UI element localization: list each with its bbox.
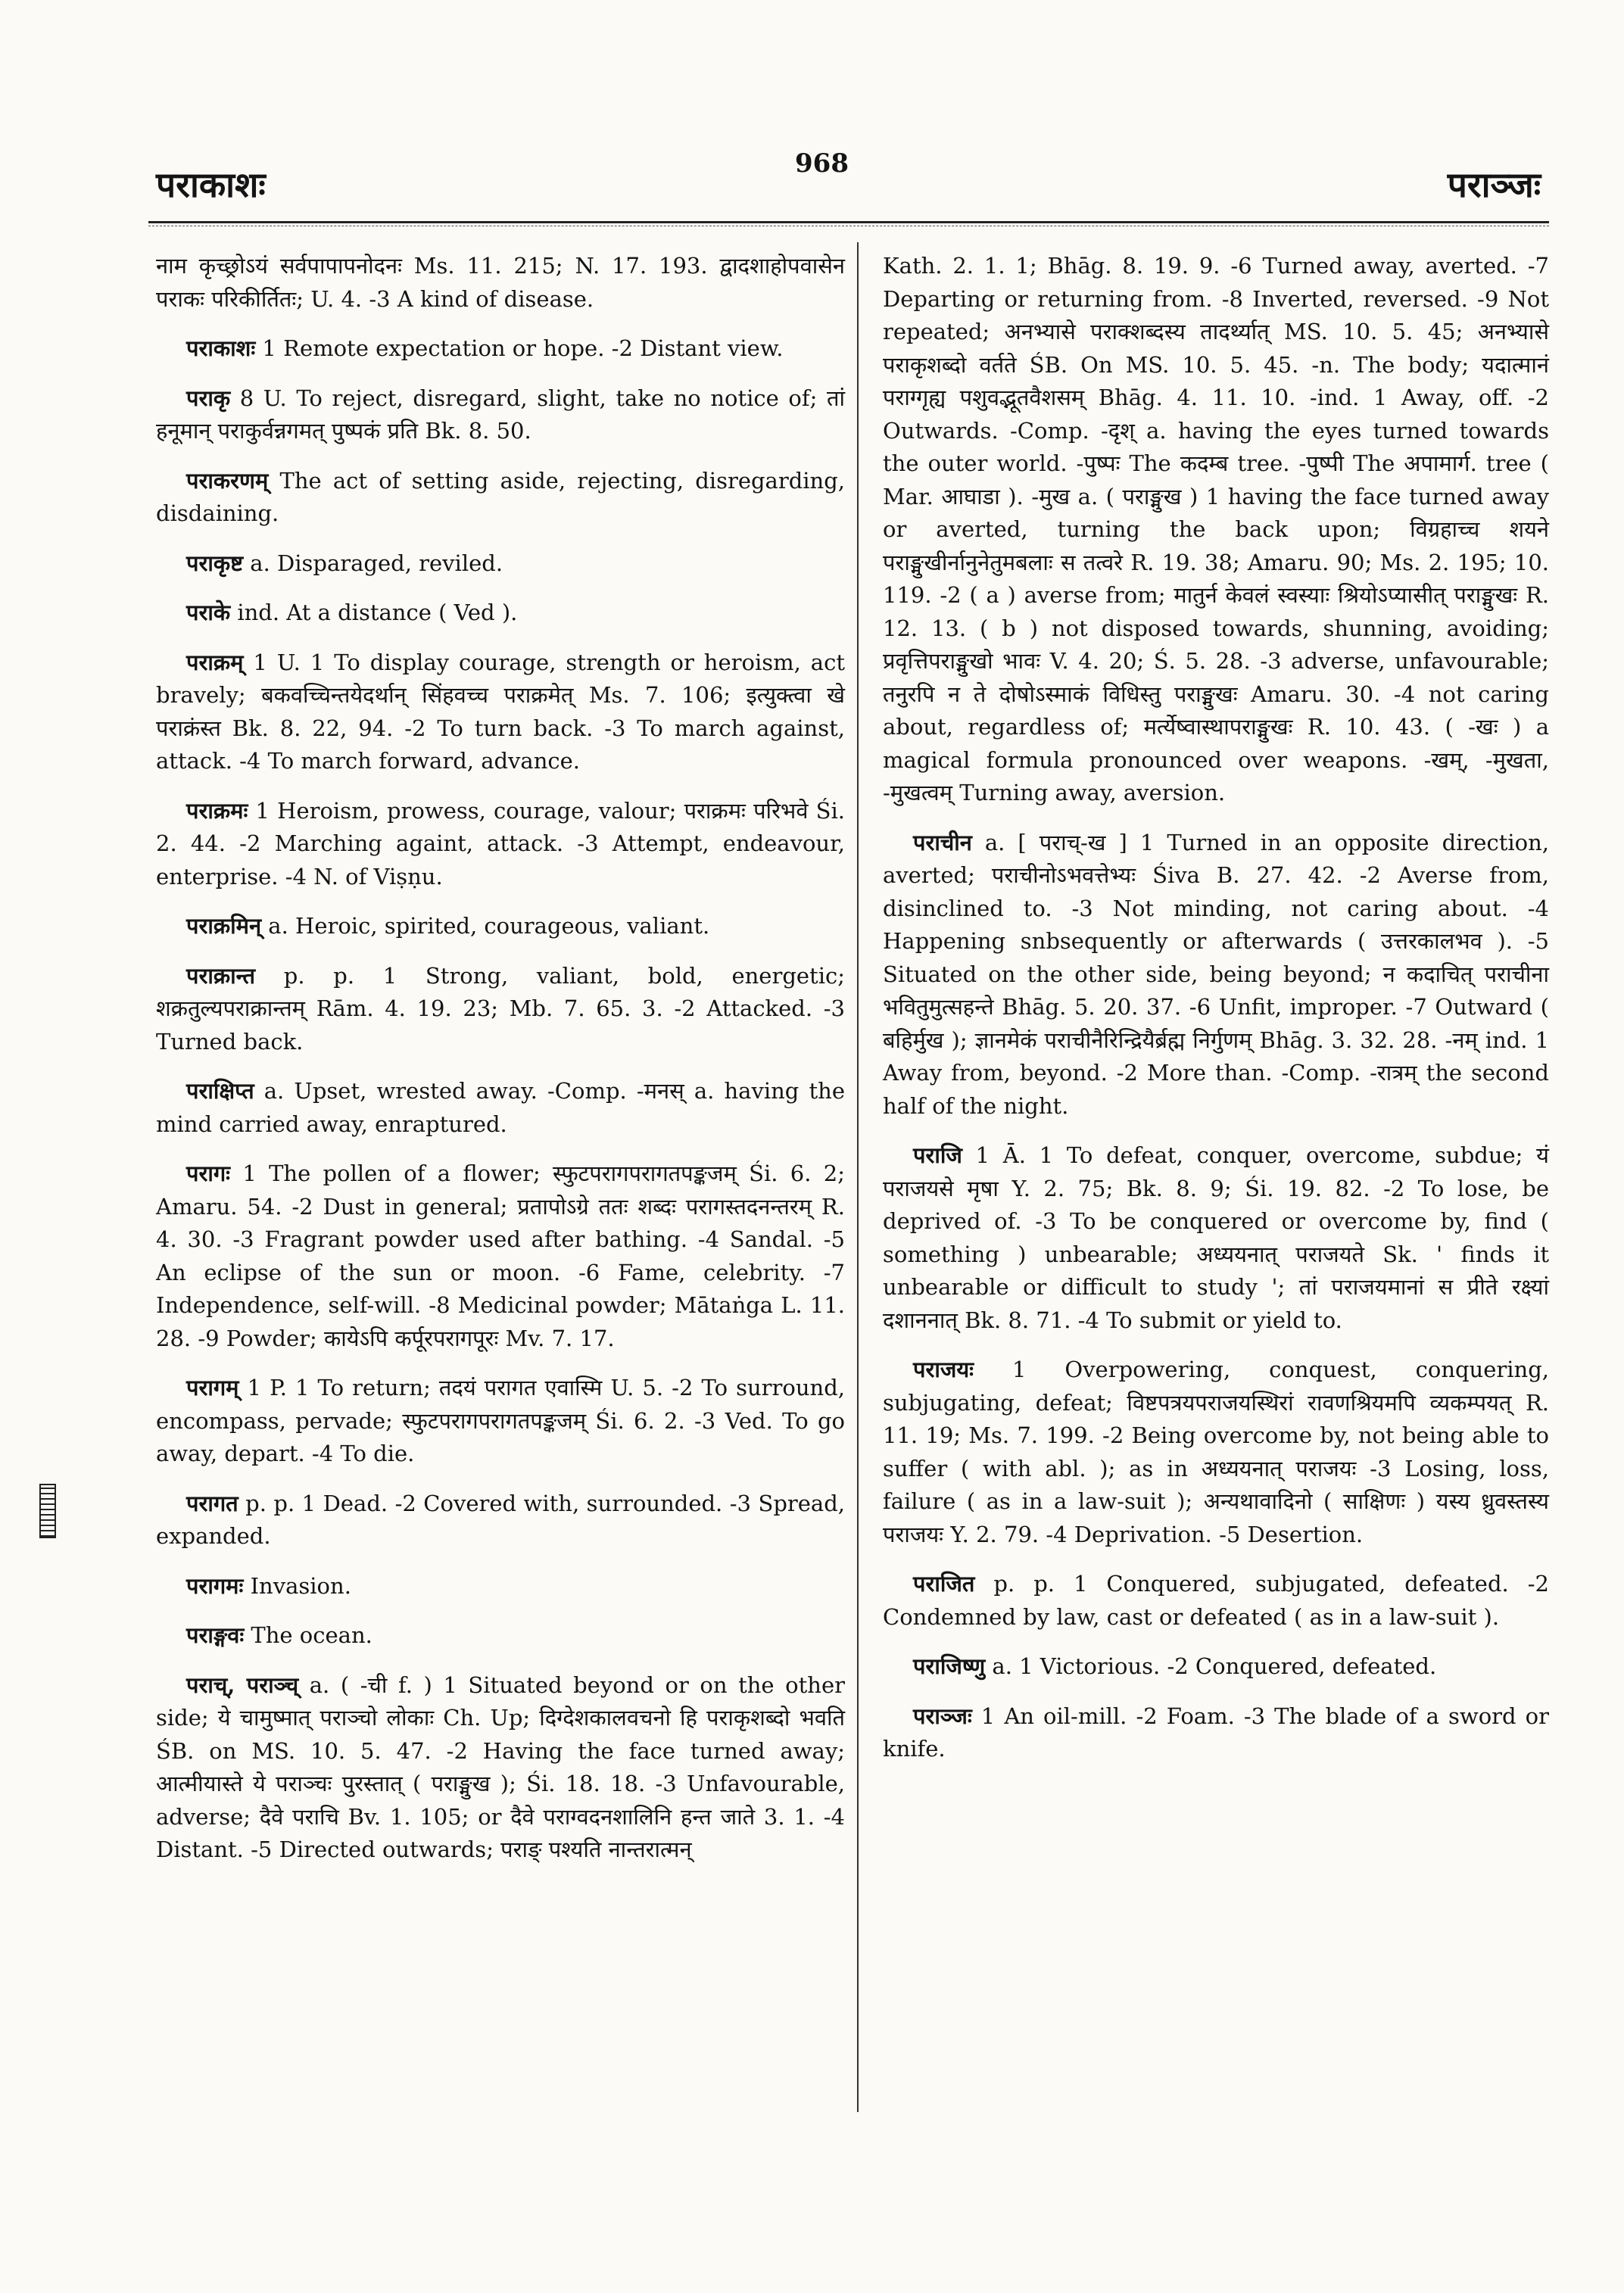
entry-definition: 1 P. 1 To return; तदयं परागत एवास्मि U. 5. -2 To surround, encompass, pervade; स्फुटपरागपरागतपङ्कजम् Śi. 6. 2. -3 Ved. To go away, depart. -4 To die. bbox=[156, 1375, 845, 1466]
dictionary-entry bbox=[156, 646, 845, 778]
dictionary-entry bbox=[883, 1139, 1549, 1337]
column-divider bbox=[857, 242, 859, 2112]
entry-definition: नाम कृच्छ्रोऽयं सर्वपापापनोदनः Ms. 11. 215; N. 17. 193. द्वादशाहोपवासेन पराकः परिकीर्तितः; U. 4. -3 A kind of disease. bbox=[156, 253, 845, 312]
entry-definition: 1 An oil-mill. -2 Foam. -3 The blade of a sword or knife. bbox=[883, 1703, 1549, 1762]
entry-definition: 1 Heroism, prowess, courage, valour; पराक्रमः परिभवे Śi. 2. 44. -2 Marching againt, attack. -3 Attempt, endeavour, enterprise. -4 N. of Viṣṇu. bbox=[156, 797, 845, 889]
right-guideword: पराञ्जः bbox=[1447, 164, 1541, 205]
entry-definition: a. Disparaged, reviled. bbox=[243, 550, 503, 576]
dictionary-entry bbox=[883, 1354, 1549, 1551]
dictionary-entry bbox=[883, 250, 1549, 810]
entry-definition: p. p. 1 Dead. -2 Covered with, surrounded. -3 Spread, expanded. bbox=[156, 1490, 845, 1549]
dictionary-entry bbox=[883, 1650, 1549, 1684]
dictionary-entry bbox=[156, 547, 845, 581]
entry-definition: a. Heroic, spirited, courageous, valiant. bbox=[261, 913, 710, 939]
dictionary-entry bbox=[156, 960, 845, 1059]
dictionary-entry bbox=[883, 827, 1549, 1123]
header-rule bbox=[148, 221, 1549, 223]
dictionary-entry bbox=[156, 1372, 845, 1471]
entry-headword: पराकृष्ट bbox=[186, 550, 244, 576]
dictionary-entry bbox=[156, 1075, 845, 1141]
dictionary-entry bbox=[156, 465, 845, 531]
left-column bbox=[156, 250, 845, 1883]
entry-headword: पराचीन bbox=[913, 829, 972, 855]
dictionary-entry bbox=[156, 1619, 845, 1653]
dictionary-entry bbox=[156, 795, 845, 894]
entry-definition: a. ( -ची f. ) 1 Situated beyond or on the other side; ये चामुष्मात् पराञ्चो लोकाः Ch. Up; दिग्देशकालवचनो हि पराकृशब्दो भवति ŚB. on MS. 10. 5. 47. -2 Having the face turned away; आत्मीयास्ते ये पराञ्चः पुरस्तात् ( पराङ्मुख ); Śi. 18. 18. -3 Unfavourable, adverse; दैवे पराचि Bv. 1. 105; or दैवे पराग्वदनशालिनि हन्त जाते 3. 1. -4 Distant. -5 Directed outwards; पराङ् पश्यति नान्तरात्मन् bbox=[156, 1671, 845, 1862]
dictionary-entry bbox=[156, 1570, 845, 1603]
dictionary-entry bbox=[883, 1700, 1549, 1766]
entry-definition: 1 The pollen of a flower; स्फुटपरागपरागतपङ्कजम् Śi. 6. 2; Amaru. 54. -2 Dust in general; प्रतापोऽग्रे ततः शब्दः परागस्तदनन्तरम् R. 4. 30. -3 Fragrant powder used after bathing. -4 Sandal. -5 An eclipse of the sun or moon. -6 Fame, celebrity. -7 Independence, self-will. -8 Medicinal powder; Mātaṅga L. 11. 28. -9 Powder; कायेऽपि कर्पूरपरागपूरः Mv. 7. 17. bbox=[156, 1161, 845, 1351]
dictionary-entry bbox=[156, 910, 845, 943]
entry-definition: Kath. 2. 1. 1; Bhāg. 8. 19. 9. -6 Turned away, averted. -7 Departing or returning from. -8 Inverted, reversed. -9 Not repeated; अनभ्यासे पराक्शब्दस्य तादर्थ्यात् MS. 10. 5. 45; अनभ्यासे पराकृशब्दो वर्तते ŚB. On MS. 10. 5. 45. -n. The body; यदात्मानं पराग्गृह्य पशुवद्भूतवैशसम् Bhāg. 4. 11. 10. -ind. 1 Away, off. -2 Outwards. -Comp. -दृश् a. having the eyes turned towards the outer world. -पुष्पः The कदम्ब tree. -पुष्पी The अपामार्ग. tree ( Mar. आघाडा ). -मुख a. ( पराङ्मुख ) 1 having the face turned away or averted, turning the back upon; विग्रहाच्च शयने पराङ्मुखीर्नानुनेतुमबलाः स तत्वरे R. 19. 38; Amaru. 90; Ms. 2. 195; 10. 119. -2 ( a ) averse from; मातुर्न केवलं स्वस्याः श्रियोऽप्यासीत् पराङ्मुखः R. 12. 13. ( b ) not disposed towards, shunning, avoiding; प्रवृत्तिपराङ्मुखो भावः V. 4. 20; Ś. 5. 28. -3 adverse, unfavourable; तनुरपि न ते दोषोऽस्माकं विधिस्तु पराङ्मुखः Amaru. 30. -4 not caring about, regardless of; मर्त्येष्वास्थापराङ्मुखः R. 10. 43. ( -खः ) a magical formula pronounced over weapons. -खम्, -मुखता, -मुखत्वम् Turning away, aversion. bbox=[883, 253, 1549, 805]
entry-definition: a. Upset, wrested away. -Comp. -मनस् a. having the mind carried away, enraptured. bbox=[156, 1078, 845, 1137]
page-number: 968 bbox=[795, 148, 849, 179]
margin-binding-mark bbox=[39, 1484, 56, 1538]
entry-headword: परागः bbox=[186, 1161, 231, 1186]
entry-headword: पराजिष्णु bbox=[913, 1653, 986, 1679]
entry-headword: पराच्, पराञ्च् bbox=[186, 1671, 299, 1698]
entry-definition: p. p. 1 Strong, valiant, bold, energetic; शक्रतुल्यपराक्रान्तम् Rām. 4. 19. 23; Mb. 7. 65. 3. -2 Attacked. -3 Turned back. bbox=[156, 962, 845, 1055]
entry-headword: पराक्रमः bbox=[186, 797, 248, 824]
dictionary-entry bbox=[883, 1568, 1549, 1634]
entry-definition: p. p. 1 Conquered, subjugated, defeated. -2 Condemned by law, cast or defeated ( as in a law-suit ). bbox=[883, 1571, 1549, 1630]
dictionary-entry bbox=[156, 1669, 845, 1867]
entry-definition: 1 U. 1 To display courage, strength or heroism, act bravely; बकवच्चिन्तयेदर्थान् सिंहवच्च पराक्रमेत् Ms. 7. 106; इत्युक्त्वा खे पराक्रंस्त Bk. 8. 22, 94. -2 To turn back. -3 To march against, attack. -4 To march forward, advance. bbox=[156, 649, 845, 774]
entry-headword: परागमः bbox=[186, 1572, 244, 1599]
entry-definition: The ocean. bbox=[244, 1622, 372, 1648]
entry-headword: पराक्रमिन् bbox=[186, 913, 262, 939]
entry-definition: 1 Ā. 1 To defeat, conquer, overcome, subdue; यं पराजयसे मृषा Y. 2. 75; Bk. 8. 9; Śi. 19. 82. -2 To lose, be deprived of. -3 To be conquered or overcome by, find ( something ) unbearable; अध्ययनात् पराजयते Sk. ' finds it unbearable or difficult to study '; तां पराजयमानां स प्रीते रक्ष्यां दशाननात् Bk. 8. 71. -4 To submit or yield to. bbox=[883, 1142, 1549, 1333]
entry-definition: a. [ पराच्-ख ] 1 Turned in an opposite direction, averted; पराचीनोऽभवत्तेभ्यः Śiva B. 27. 42. -2 Averse from, disinclined to. -3 Not minding, not caring about. -4 Happening snbsequently or afterwards ( उत्तरकालभव ). -5 Situated on the other side, being beyond; न कदाचित् पराचीना भवितुमुत्सहन्ते Bhāg. 5. 20. 37. -6 Unfit, improper. -7 Outward ( बहिर्मुख ); ज्ञानमेकं पराचीनैरिन्द्रियैर्ब्रह्म निर्गुणम् Bhāg. 3. 32. 28. -नम् ind. 1 Away from, beyond. -2 More than. -Comp. -रात्रम् the second half of the night. bbox=[883, 829, 1549, 1119]
dictionary-entry bbox=[156, 1488, 845, 1553]
dictionary-entry bbox=[156, 332, 845, 366]
entry-headword: पराके bbox=[186, 600, 231, 625]
entry-headword: पराकृ bbox=[186, 385, 231, 411]
entry-headword: पराकाशः bbox=[186, 335, 256, 361]
dictionary-entry bbox=[156, 1157, 845, 1355]
entry-headword: पराकरणम् bbox=[186, 467, 269, 494]
entry-headword: पराजित bbox=[913, 1571, 975, 1597]
entry-headword: परागत bbox=[186, 1490, 238, 1516]
entry-definition: ind. At a distance ( Ved ). bbox=[230, 600, 518, 625]
dictionary-entry bbox=[156, 250, 845, 316]
dictionary-entry bbox=[156, 597, 845, 630]
entry-definition: a. 1 Victorious. -2 Conquered, defeated. bbox=[985, 1653, 1437, 1679]
entry-definition: Invasion. bbox=[243, 1572, 351, 1599]
entry-headword: पराङ्गवः bbox=[186, 1622, 245, 1648]
entry-headword: पराजयः bbox=[913, 1357, 974, 1382]
dictionary-entry bbox=[156, 382, 845, 448]
entry-headword: पराक्रम् bbox=[186, 649, 244, 675]
entry-definition: 1 Remote expectation or hope. -2 Distant view. bbox=[255, 335, 784, 361]
right-column bbox=[883, 250, 1549, 1783]
entry-definition: 8 U. To reject, disregard, slight, take no notice of; तां हनूमान् पराकुर्वन्नगमत् पुष्पकं प्रति Bk. 8. 50. bbox=[156, 385, 845, 444]
entry-headword: पराक्षिप्त bbox=[186, 1078, 254, 1104]
page-header bbox=[0, 148, 1624, 209]
left-guideword: पराकाशः bbox=[156, 164, 266, 205]
entry-definition: 1 Overpowering, conquest, conquering, subjugating, defeat; विष्टपत्रयपराजयस्थिरां रावणश्रियमपि व्यकम्पयत् R. 11. 19; Ms. 7. 199. -2 Being overcome by, not being able to suffer ( with abl. ); as in अध्ययनात् पराजयः -3 Losing, loss, failure ( as in a law-suit ); अन्यथावादिनो ( साक्षिणः ) यस्य ध्रुवस्तस्य पराजयः Y. 2. 79. -4 Deprivation. -5 Desertion. bbox=[883, 1357, 1549, 1547]
entry-headword: पराञ्जः bbox=[913, 1703, 972, 1729]
entry-definition: The act of setting aside, rejecting, disregarding, disdaining. bbox=[156, 467, 845, 526]
entry-headword: परागम् bbox=[186, 1375, 239, 1400]
entry-headword: पराक्रान्त bbox=[186, 962, 256, 989]
entry-headword: पराजि bbox=[913, 1142, 962, 1168]
